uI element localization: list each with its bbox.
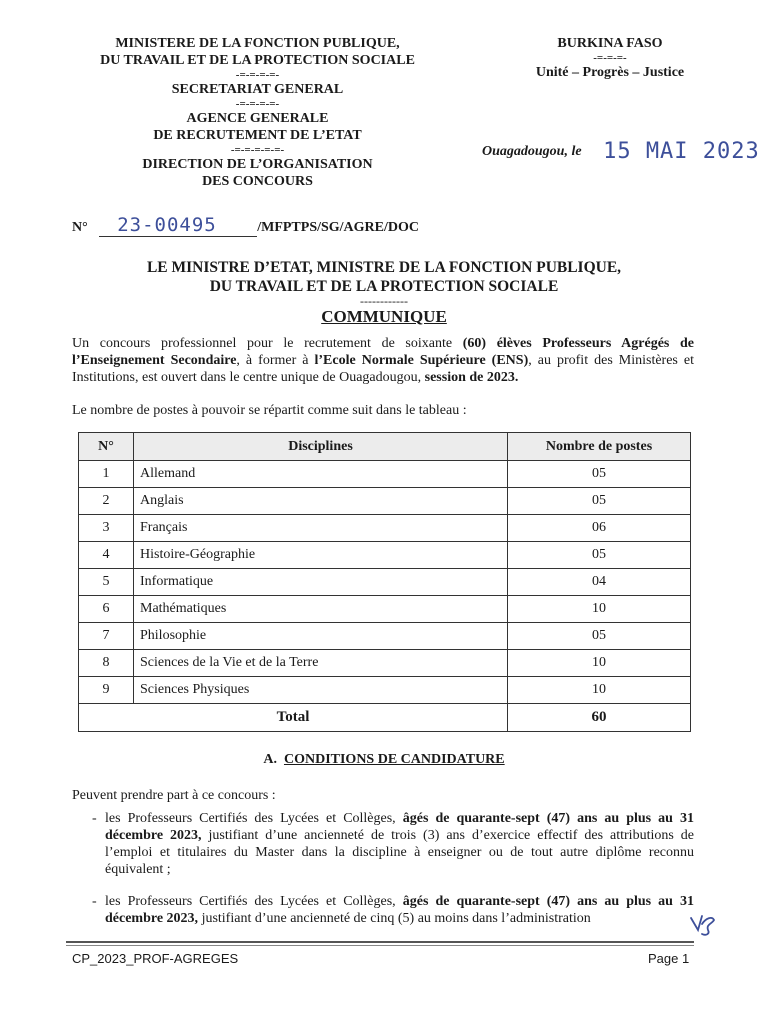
section-letter: A.	[263, 752, 277, 767]
separator: -=-=-=-=-	[235, 98, 280, 110]
separator: -=-=-=-	[593, 52, 627, 64]
section-title: CONDITIONS DE CANDIDATURE	[283, 752, 505, 767]
row-discipline: Mathématiques	[134, 596, 508, 623]
separator: -=-=-=-=-	[235, 69, 280, 81]
row-post-count: 06	[508, 515, 691, 542]
row-post-count: 05	[508, 542, 691, 569]
table-row	[79, 542, 691, 569]
row-number: 1	[79, 461, 134, 488]
conditions-lead: Peuvent prendre part à ce concours :	[72, 788, 276, 803]
bullet-dash: -	[92, 894, 97, 909]
date-stamp: 15 MAI 2023	[603, 139, 760, 164]
table-row	[79, 515, 691, 542]
footer-rule	[66, 941, 694, 943]
row-number: 4	[79, 542, 134, 569]
row-post-count: 10	[508, 596, 691, 623]
row-discipline: Sciences Physiques	[134, 677, 508, 704]
bullet-dash: -	[92, 811, 97, 826]
ministry-header	[60, 35, 455, 190]
agency-line-1: AGENCE GENERALE	[186, 111, 329, 126]
table-row	[79, 569, 691, 596]
bullet-text: justifiant d’une ancienneté de cinq (5) au moins dans l’administration	[198, 911, 591, 926]
table-header-row	[79, 433, 691, 461]
row-number: 7	[79, 623, 134, 650]
handwritten-initials-mark	[688, 912, 718, 938]
footer-rule	[66, 945, 694, 946]
list-item	[72, 810, 694, 878]
title-line-2: DU TRAVAIL ET DE LA PROTECTION SOCIALE	[209, 278, 559, 295]
table-row	[79, 596, 691, 623]
date-label: Ouagadougou, le	[482, 144, 582, 159]
reference-suffix: /MFPTPS/SG/AGRE/DOC	[257, 220, 420, 235]
intro-text: , au profit des Ministères et Institutions, est ouvert dans le centre unique de Ouagadougou,	[72, 353, 694, 385]
row-discipline: Allemand	[134, 461, 508, 488]
ministry-line-1: MINISTERE DE LA FONCTION PUBLIQUE,	[115, 36, 400, 51]
table-row	[79, 677, 691, 704]
table-row	[79, 650, 691, 677]
reference-prefix: N°	[72, 220, 88, 235]
intro-bold: l’Ecole Normale Supérieure (ENS)	[314, 353, 529, 368]
intro-bold: (60) élèves Professeurs Agrégés de l’Enseignement Secondaire	[72, 336, 694, 368]
section-a-heading	[60, 752, 708, 768]
title-line-1: LE MINISTRE D’ETAT, MINISTRE DE LA FONCTION PUBLIQUE,	[146, 259, 622, 276]
column-header: Disciplines	[134, 433, 508, 461]
footer-document-code: CP_2023_PROF-AGREGES	[72, 951, 239, 966]
row-discipline: Sciences de la Vie et de la Terre	[134, 650, 508, 677]
row-discipline: Histoire-Géographie	[134, 542, 508, 569]
separator: -=-=-=-=-=-	[230, 144, 285, 156]
row-number: 8	[79, 650, 134, 677]
country-header	[500, 35, 720, 81]
row-discipline: Philosophie	[134, 623, 508, 650]
column-header: Nombre de postes	[508, 433, 691, 461]
table-row	[79, 461, 691, 488]
row-number: 2	[79, 488, 134, 515]
document-title	[60, 258, 708, 328]
total-label: Total	[79, 704, 508, 732]
bullet-bold: âgés de quarante-sept (47) ans au plus au 31 décembre 2023,	[105, 811, 694, 843]
row-post-count: 05	[508, 623, 691, 650]
communique-heading: COMMUNIQUE	[321, 307, 447, 326]
row-number: 9	[79, 677, 134, 704]
row-discipline: Anglais	[134, 488, 508, 515]
agency-line-2: DE RECRUTEMENT DE L’ETAT	[153, 128, 362, 143]
intro-paragraph	[72, 335, 694, 386]
bullet-text: justifiant d’une ancienneté de trois (3) ans d’exercice effectif des attributions de l’emploi et titulaires du Master dans la discipline à enseigner ou de tout autre diplôme reconnu équivalent ;	[105, 828, 694, 877]
bullet-text: les Professeurs Certifiés des Lycées et Collèges,	[105, 894, 403, 909]
country-name: BURKINA FASO	[557, 36, 663, 51]
direction-line-2: DES CONCOURS	[202, 174, 313, 189]
table-total-row	[79, 704, 691, 732]
row-number: 6	[79, 596, 134, 623]
date-line	[482, 136, 760, 164]
row-post-count: 04	[508, 569, 691, 596]
table-row	[79, 488, 691, 515]
reference-line	[72, 214, 419, 237]
row-post-count: 05	[508, 488, 691, 515]
list-item	[72, 893, 694, 927]
row-post-count: 10	[508, 677, 691, 704]
direction-line-1: DIRECTION DE L’ORGANISATION	[142, 157, 373, 172]
positions-table	[78, 432, 691, 732]
table-row	[79, 623, 691, 650]
row-number: 5	[79, 569, 134, 596]
row-post-count: 05	[508, 461, 691, 488]
footer-page-number: Page 1	[648, 951, 690, 966]
total-value: 60	[508, 704, 691, 732]
row-number: 3	[79, 515, 134, 542]
row-post-count: 10	[508, 650, 691, 677]
row-discipline: Français	[134, 515, 508, 542]
row-discipline: Informatique	[134, 569, 508, 596]
title-divider: ------------	[360, 294, 408, 308]
reference-number-stamp: 23-00495	[99, 214, 257, 237]
intro-bold: session de 2023.	[424, 370, 519, 385]
country-motto: Unité – Progrès – Justice	[535, 65, 685, 80]
bullet-text: les Professeurs Certifiés des Lycées et Collèges,	[105, 811, 403, 826]
intro-text: Un concours professionnel pour le recrutement de soixante	[72, 336, 463, 351]
column-header: N°	[79, 433, 134, 461]
bullet-bold: âgés de quarante-sept (47) ans au plus au 31 décembre 2023,	[105, 894, 694, 926]
ministry-line-2: DU TRAVAIL ET DE LA PROTECTION SOCIALE	[100, 53, 415, 68]
table-intro: Le nombre de postes à pouvoir se répartit comme suit dans le tableau :	[72, 403, 467, 418]
secretariat-line: SECRETARIAT GENERAL	[171, 82, 344, 97]
intro-text: , à former à	[236, 353, 315, 368]
